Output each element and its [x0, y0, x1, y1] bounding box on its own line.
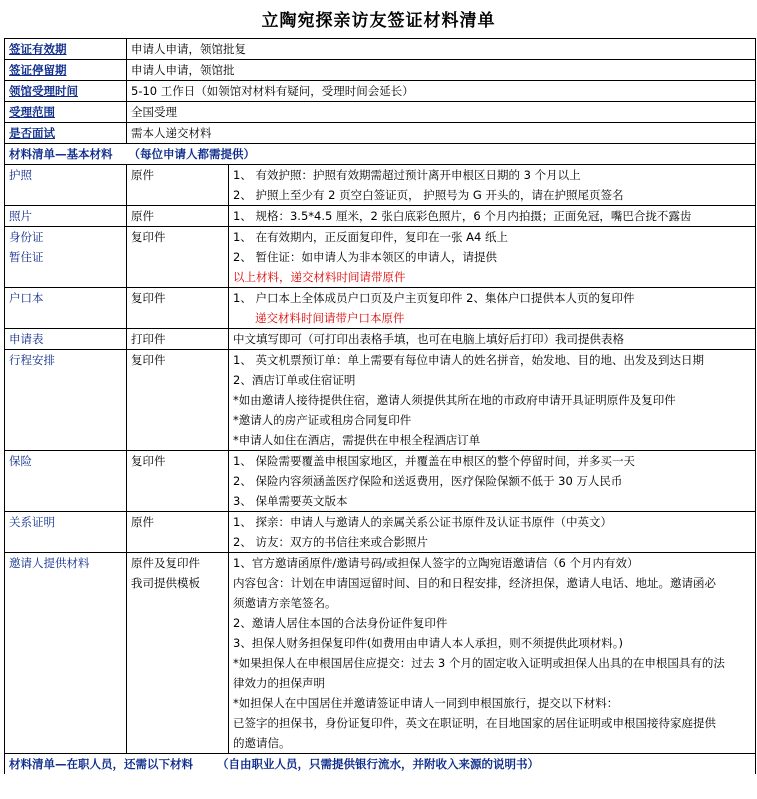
section-basic-header [5, 144, 756, 165]
material-type [127, 451, 229, 512]
material-type-line: 原件 [131, 209, 154, 223]
info-row [5, 102, 756, 123]
info-value: 全国受理 [127, 102, 756, 123]
material-type-line: 原件 [131, 168, 154, 182]
requirement-line: 1、 规格：3.5*4.5 厘米，2 张白底彩色照片，6 个月内拍摄；正面免冠，嘴巴合拢不露齿 [233, 209, 692, 223]
material-row [5, 165, 756, 206]
material-name [5, 165, 127, 206]
info-key: 签证有效期 [5, 39, 127, 60]
requirement-line: 递交材料时间请带户口本原件 [255, 311, 405, 325]
material-name-line: 申请表 [9, 332, 44, 346]
requirement-line: 2、邀请人居住本国的合法身份证件复印件 [233, 616, 448, 630]
material-requirements [229, 329, 756, 350]
material-type [127, 206, 229, 227]
section-employed-header [5, 754, 756, 775]
material-row [5, 350, 756, 451]
requirement-line: 2、 暂住证：如申请人为非本领区的申请人，请提供 [233, 250, 497, 264]
info-key: 受理范围 [5, 102, 127, 123]
section-basic-note: （每位申请人都需提供） [128, 147, 256, 161]
material-requirements [229, 553, 756, 754]
material-type [127, 165, 229, 206]
requirement-line: 律效力的担保声明 [233, 676, 325, 690]
materials-table [4, 38, 756, 774]
material-row [5, 227, 756, 288]
section-employed-label: 材料清单—在职人员，还需以下材料 [9, 757, 193, 771]
info-key: 签证停留期 [5, 60, 127, 81]
requirement-line: *如果担保人在申根国居住应提交：过去 3 个月的固定收入证明或担保人出具的在申根国具有的法 [233, 656, 725, 670]
material-row [5, 451, 756, 512]
material-type-line: 复印件 [131, 353, 166, 367]
material-requirements [229, 165, 756, 206]
info-value: 需本人递交材料 [127, 123, 756, 144]
info-row [5, 81, 756, 102]
material-requirements [229, 227, 756, 288]
material-row [5, 288, 756, 329]
requirement-line: 1、 有效护照：护照有效期需超过预计离开申根区日期的 3 个月以上 [233, 168, 581, 182]
material-name [5, 227, 127, 288]
material-type-line: 复印件 [131, 230, 166, 244]
material-row [5, 329, 756, 350]
material-name [5, 329, 127, 350]
info-key: 领馆受理时间 [5, 81, 127, 102]
material-type-line: 我司提供模板 [131, 576, 200, 590]
material-name [5, 553, 127, 754]
material-name-line: 保险 [9, 454, 32, 468]
material-type-line: 原件及复印件 [131, 556, 200, 570]
material-row [5, 553, 756, 754]
material-row [5, 206, 756, 227]
material-requirements [229, 451, 756, 512]
material-name-line: 关系证明 [9, 515, 55, 529]
material-name [5, 512, 127, 553]
section-basic-cell [5, 144, 756, 165]
material-name [5, 288, 127, 329]
requirement-line: 1、 保险需要覆盖申根国家地区，并覆盖在申根区的整个停留时间，并多买一天 [233, 454, 635, 468]
info-value: 5-10 工作日（如领馆对材料有疑问，受理时间会延长） [127, 81, 756, 102]
info-row [5, 39, 756, 60]
info-section [5, 39, 756, 144]
requirement-line: 2、酒店订单或住宿证明 [233, 373, 356, 387]
material-name-line: 行程安排 [9, 353, 55, 367]
info-key: 是否面试 [5, 123, 127, 144]
section-basic-label: 材料清单—基本材料 [9, 147, 113, 161]
material-type [127, 350, 229, 451]
material-type-line: 复印件 [131, 291, 166, 305]
requirement-line: 1、 在有效期内，正反面复印件，复印在一张 A4 纸上 [233, 230, 508, 244]
material-name-line: 护照 [9, 168, 32, 182]
requirement-line: 1、 英文机票预订单：单上需要有每位申请人的姓名拼音，始发地、目的地、出发及到达日期 [233, 353, 704, 367]
requirement-line: 2、 保险内容须涵盖医疗保险和送返费用，医疗保险保额不低于 30 万人民币 [233, 474, 623, 488]
info-row [5, 60, 756, 81]
materials-section [5, 165, 756, 754]
requirement-line: 中文填写即可（可打印出表格手填，也可在电脑上填好后打印）我司提供表格 [233, 332, 624, 346]
material-type [127, 227, 229, 288]
material-type-line: 原件 [131, 515, 154, 529]
requirement-line: 1、官方邀请函原件/邀请号码/或担保人签字的立陶宛语邀请信（6 个月内有效） [233, 556, 639, 570]
material-type [127, 512, 229, 553]
material-type-line: 打印件 [131, 332, 166, 346]
material-name-line: 照片 [9, 209, 32, 223]
requirement-line: *如担保人在中国居住并邀请签证申请人一同到申根国旅行，提交以下材料： [233, 696, 619, 710]
material-type [127, 329, 229, 350]
material-name [5, 350, 127, 451]
requirement-line: *如由邀请人接待提供住宿，邀请人须提供其所在地的市政府申请开具证明原件及复印件 [233, 393, 676, 407]
material-name-line: 邀请人提供材料 [9, 556, 90, 570]
material-requirements [229, 512, 756, 553]
material-row [5, 512, 756, 553]
requirement-line: 3、 保单需要英文版本 [233, 494, 348, 508]
info-value: 申请人申请，领馆批复 [127, 39, 756, 60]
section-employed-cell [5, 754, 756, 775]
requirement-line: 内容包含：计划在申请国逗留时间、目的和日程安排，经济担保，邀请人电话、地址。邀请函必 [233, 576, 716, 590]
requirement-line: 须邀请方亲笔签名。 [233, 596, 337, 610]
requirement-line: *邀请人的房产证或租房合同复印件 [233, 413, 412, 427]
material-type-line: 复印件 [131, 454, 166, 468]
material-type [127, 553, 229, 754]
material-name [5, 451, 127, 512]
material-requirements [229, 206, 756, 227]
requirement-line: 2、 访友：双方的书信往来或合影照片 [233, 535, 428, 549]
requirement-line: 已签字的担保书，身份证复印件，英文在职证明，在目地国家的居住证明或申根国接待家庭提供 [233, 716, 716, 730]
requirement-line: 3、担保人财务担保复印件(如费用由申请人本人承担，则不须提供此项材料。) [233, 636, 624, 650]
material-name-line: 户口本 [9, 291, 44, 305]
material-name-line: 身份证 [9, 230, 44, 244]
requirement-line: 1、 户口本上全体成员户口页及户主页复印件 2、集体户口提供本人页的复印件 [233, 291, 635, 305]
material-name [5, 206, 127, 227]
material-requirements [229, 288, 756, 329]
requirement-line: *申请人如住在酒店，需提供在申根全程酒店订单 [233, 433, 481, 447]
requirement-line: 的邀请信。 [233, 736, 291, 750]
material-type [127, 288, 229, 329]
material-name-line: 暂住证 [9, 250, 44, 264]
requirement-line: 1、 探亲：申请人与邀请人的亲属关系公证书原件及认证书原件（中英文） [233, 515, 612, 529]
requirement-line: 以上材料，递交材料时间请带原件 [233, 270, 406, 284]
section-employed-note: （自由职业人员，只需提供银行流水，并附收入来源的说明书） [217, 757, 540, 771]
page-title: 立陶宛探亲访友签证材料清单 [261, 11, 496, 31]
info-value: 申请人申请，领馆批 [127, 60, 756, 81]
requirement-line: 2、 护照上至少有 2 页空白签证页， 护照号为 G 开头的，请在护照尾页签名 [233, 188, 624, 202]
material-requirements [229, 350, 756, 451]
info-row [5, 123, 756, 144]
